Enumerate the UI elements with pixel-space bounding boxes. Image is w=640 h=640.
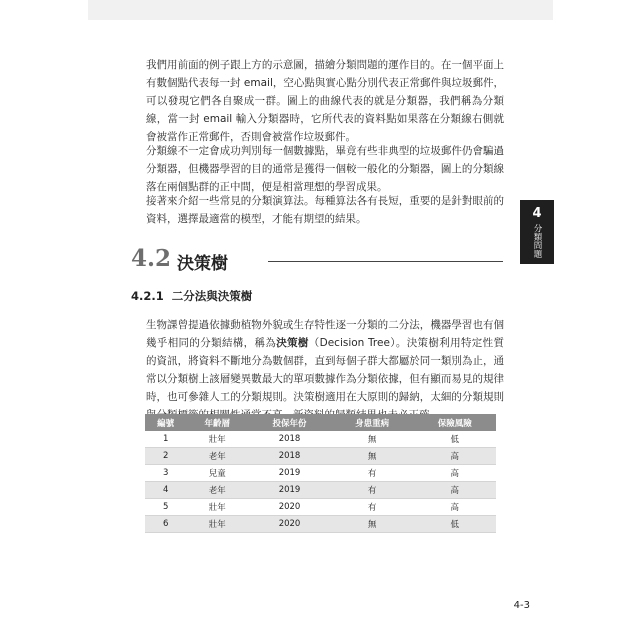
cell-year: 2020 (248, 499, 331, 516)
subsection-number: 4.2.1 (131, 289, 164, 303)
table-header-row (145, 414, 496, 431)
cell-year: 2018 (248, 448, 331, 465)
cell-illness: 無 (331, 431, 414, 448)
paragraph-4 (146, 316, 504, 424)
paragraph-1: 我們用前面的例子跟上方的示意圖，描繪分類問題的運作目的。在一個平面上有數個點代表每一封 email，空心點與實心點分別代表正常郵件與垃圾郵件，可以發現它們各自聚成一群。圖上的曲線代表的就是分類器，我們稱為分類線，當一封 email 輸入分類器時，它所代表的資料點如果落在分類線右側就會被當作正常郵件，否則會被當作垃圾郵件。 (146, 59, 504, 143)
subsection-title: 二分法與決策樹 (171, 289, 253, 303)
cell-id: 1 (145, 431, 186, 448)
header-age-group: 年齡層 (186, 414, 248, 431)
cell-id: 6 (145, 516, 186, 533)
section-title: 決策樹 (177, 254, 228, 274)
cell-illness: 有 (331, 499, 414, 516)
cell-age-group: 壯年 (186, 499, 248, 516)
cell-id: 2 (145, 448, 186, 465)
header-illness: 身患重病 (331, 414, 414, 431)
header-risk: 保險風險 (413, 414, 496, 431)
table-row (145, 465, 496, 482)
cell-year: 2019 (248, 465, 331, 482)
cell-year: 2018 (248, 431, 331, 448)
cell-id: 4 (145, 482, 186, 499)
section-number: 4.2 (131, 245, 172, 272)
subsection-heading (131, 288, 252, 304)
top-margin-shade (88, 0, 553, 20)
paragraph-4-term: 決策樹 (276, 337, 309, 349)
cell-year: 2019 (248, 482, 331, 499)
table-row (145, 431, 496, 448)
insurance-risk-table (145, 414, 496, 533)
cell-risk: 高 (413, 482, 496, 499)
header-year: 投保年份 (248, 414, 331, 431)
section-heading (131, 245, 503, 275)
cell-risk: 高 (413, 465, 496, 482)
cell-age-group: 壯年 (186, 431, 248, 448)
cell-id: 5 (145, 499, 186, 516)
cell-risk: 低 (413, 431, 496, 448)
page-number: 4-3 (513, 600, 530, 611)
table-row (145, 516, 496, 533)
table-row (145, 482, 496, 499)
paragraph-4-text-b: （Decision Tree）。決策樹利用特定性質的資訊，將資料不斷地分為數個群，直到每個子群大都屬於同一類別為止，通常以分類樹上該層變異數最大的單項數據作為分類依據，但有顯而易見的規律時，也可參雜人工的分類規則。決策樹適用在大原則的歸納，太細的分類規則 (146, 337, 505, 403)
cell-illness: 無 (331, 448, 414, 465)
chapter-side-tab (520, 200, 554, 264)
header-id: 編號 (145, 414, 186, 431)
cell-risk: 高 (413, 499, 496, 516)
cell-risk: 高 (413, 448, 496, 465)
table-row (145, 499, 496, 516)
section-rule (268, 261, 503, 262)
chapter-label: 分類問題 (532, 224, 542, 258)
cell-risk: 低 (413, 516, 496, 533)
cell-illness: 無 (331, 516, 414, 533)
cell-age-group: 老年 (186, 482, 248, 499)
chapter-number: 4 (532, 206, 542, 221)
cell-year: 2020 (248, 516, 331, 533)
paragraph-3: 接著來介紹一些常見的分類演算法。每種算法各有長短，重要的是針對眼前的資料，選擇最適當的模型，才能有期望的結果。 (146, 195, 504, 225)
cell-illness: 有 (331, 482, 414, 499)
cell-age-group: 壯年 (186, 516, 248, 533)
cell-illness: 有 (331, 465, 414, 482)
paragraph-2: 分類線不一定會成功判別每一個數據點，畢竟有些非典型的垃圾郵件仍會騙過分類器，但機器學習的目的通常是獲得一個較一般化的分類器，圖上的分類線落在兩個點群的正中間，便是相當理想的學習成果。 (146, 145, 504, 193)
cell-age-group: 兒童 (186, 465, 248, 482)
paragraph-4-text-a: 生物課曾提過依據動植物外貌或生存特性逐一分類的二分法，機器學習也有個幾乎相同的分類結構，稱為 (146, 319, 504, 349)
cell-id: 3 (145, 465, 186, 482)
cell-age-group: 老年 (186, 448, 248, 465)
table-row (145, 448, 496, 465)
